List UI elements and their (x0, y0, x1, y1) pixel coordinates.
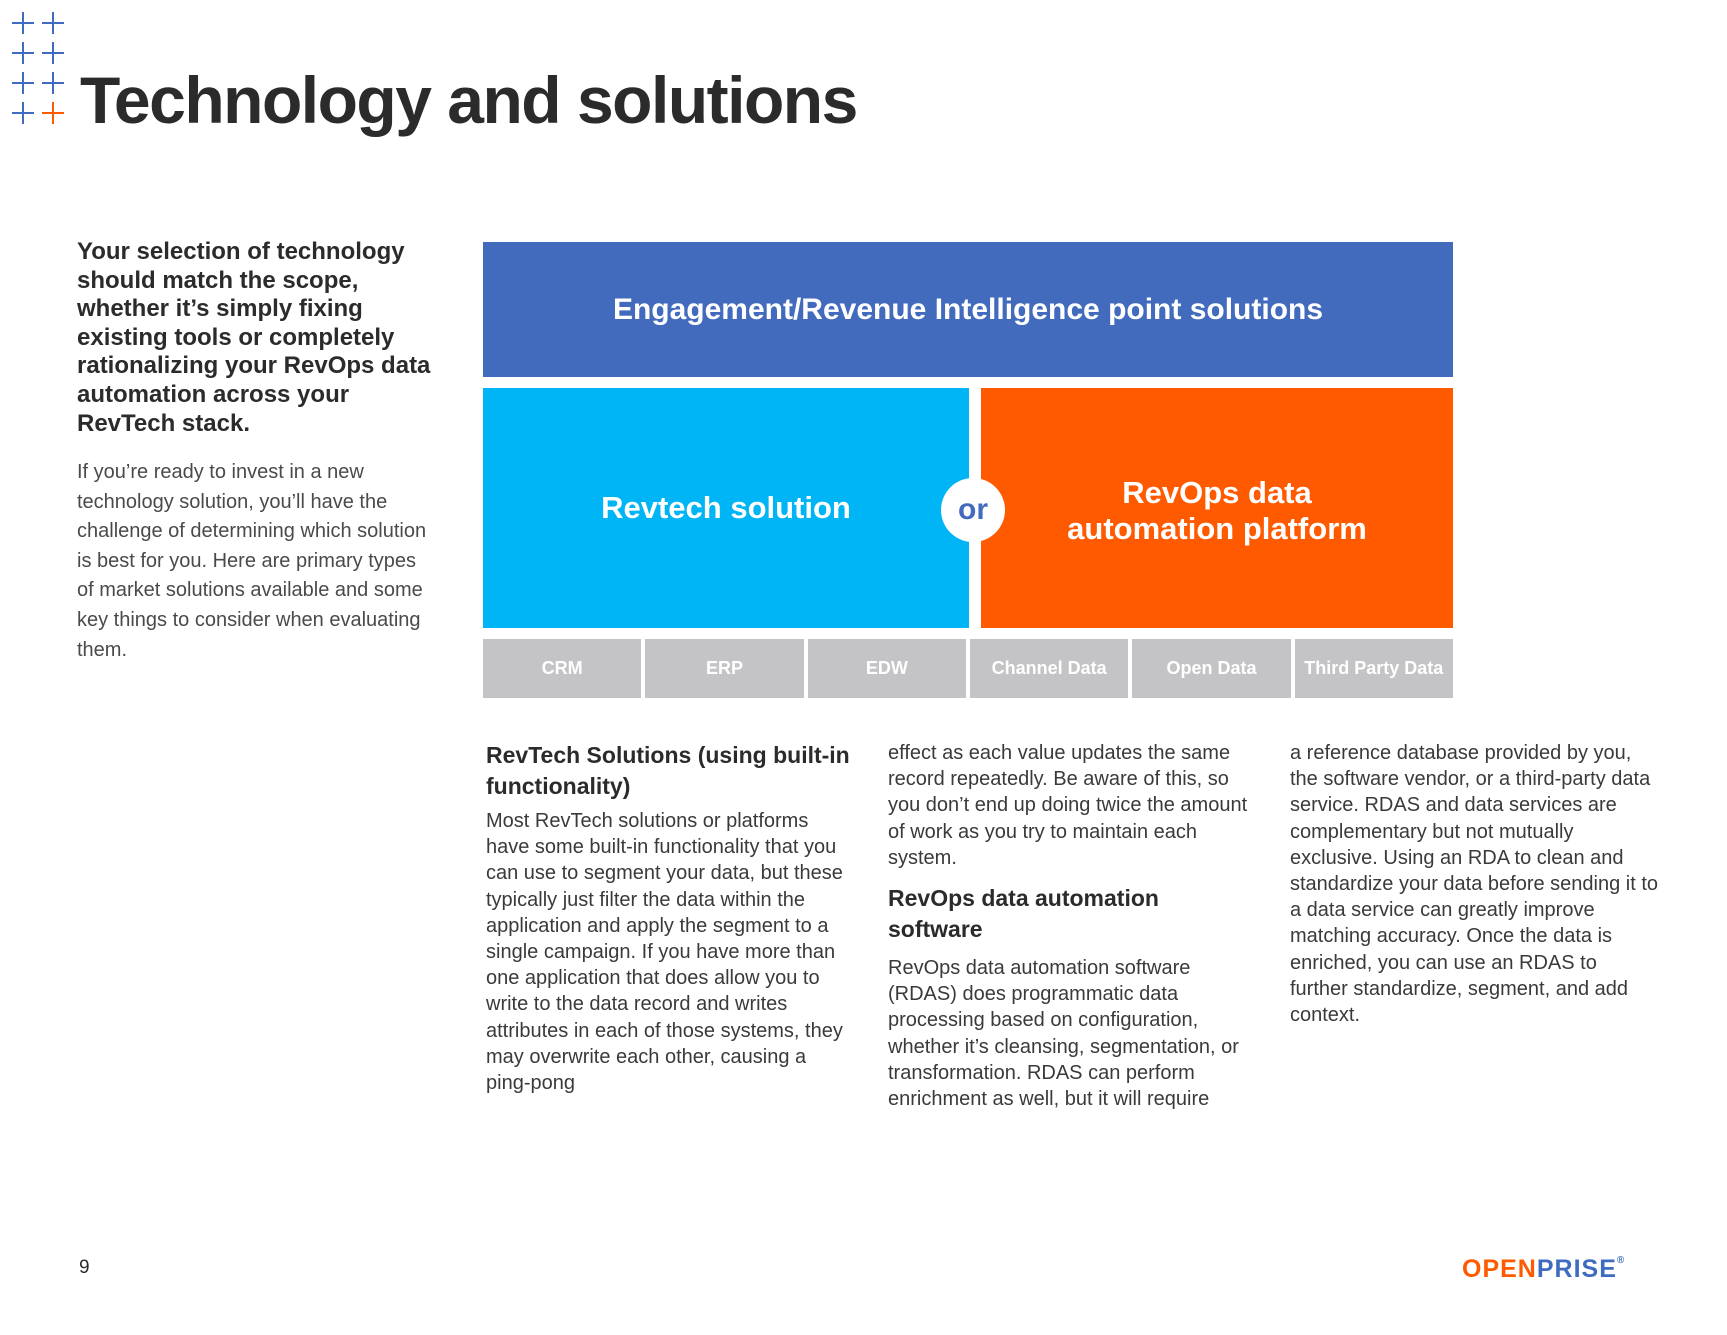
column-rdas-continued (1290, 740, 1660, 1028)
data-sources-row (483, 639, 1453, 698)
data-source-crm: CRM (483, 639, 641, 698)
revtech-solutions-heading: RevTech Solutions (using built-in functionality) (486, 742, 850, 799)
revops-platform-box (981, 388, 1453, 628)
logo-registered-mark: ® (1616, 1255, 1626, 1266)
plus-icon (12, 102, 34, 124)
engagement-band: Engagement/Revenue Intelligence point solutions (483, 242, 1453, 377)
intro-lead: Your selection of technology should match the scope, whether it’s simply fixing existing tools or completely rationalizing your RevOps data automation across your RevTech stack. (77, 238, 431, 437)
plus-icon (42, 12, 64, 34)
solutions-diagram (483, 242, 1453, 698)
data-source-open-data: Open Data (1132, 639, 1290, 698)
intro-body: If you’re ready to invest in a new technology solution, you’ll have the challenge of determining which solution is best for you. Here are primary types of market solutions available and some key things to consider when evaluating them. (77, 461, 427, 661)
plus-icon (12, 12, 34, 34)
revtech-solution-box: Revtech solution (483, 388, 969, 628)
or-connector: or (941, 478, 1005, 542)
plus-icon (12, 42, 34, 64)
logo-open: OPEN (1462, 1255, 1537, 1283)
column-revtech-solutions (486, 740, 856, 1096)
plus-grid-decoration (12, 12, 66, 124)
data-source-third-party-data: Third Party Data (1295, 639, 1453, 698)
revtech-solutions-text-continued: effect as each value updates the same record repeatedly. Be aware of this, so you don’t end up doing twice the amount of work as you try to maintain each system. (888, 742, 1248, 869)
data-source-edw: EDW (808, 639, 966, 698)
revops-software-text-continued: a reference database provided by you, the software vendor, or a third-party data service. RDAS and data services are complementary but not mutually exclusive. Using an RDA to clean and standardize your data before sending it to a data service can greatly improve matching accuracy. Once the data is enriched, you can use an RDAS to further standardize, segment, and add context. (1290, 742, 1659, 1027)
plus-icon (42, 42, 64, 64)
revops-software-text: RevOps data automation software (RDAS) does programmatic data processing based on configuration, whether it’s cleansing, segmentation, or transformation. RDAS can perform enrichment as well, but it will require (888, 957, 1239, 1111)
plus-icon-orange (42, 102, 64, 124)
plus-icon (42, 72, 64, 94)
logo-prise: PRISE (1536, 1255, 1617, 1283)
column-revops-software (888, 740, 1258, 1112)
revtech-solutions-text: Most RevTech solutions or platforms have some built-in functionality that you can use to segment your data, but these typically just filter the data within the application and apply the segment to a single campaign. If you have more than one application that does allow you to write to the data record and writes attributes in each of those systems, they may overwrite each other, causing a ping-pong (486, 810, 843, 1095)
revops-software-heading: RevOps data automation software (888, 885, 1159, 943)
data-source-channel-data: Channel Data (970, 639, 1128, 698)
data-source-erp: ERP (645, 639, 803, 698)
page-title: Technology and solutions (80, 63, 857, 137)
openprise-logo (1462, 1255, 1625, 1284)
page-number: 9 (79, 1257, 90, 1278)
revops-platform-label: RevOps data automation platform (1067, 475, 1367, 546)
plus-icon (12, 72, 34, 94)
